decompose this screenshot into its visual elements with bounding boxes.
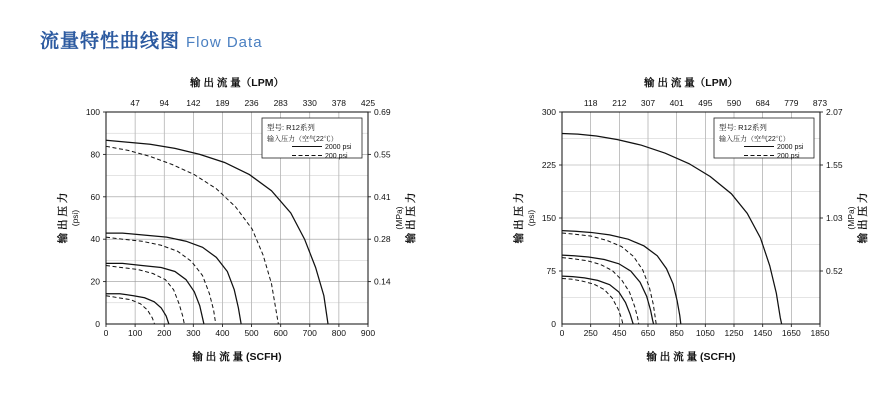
right-axis-title: 输 出 压 力	[405, 192, 417, 244]
top-tick-label: 378	[331, 98, 346, 108]
top-tick-label: 212	[612, 98, 627, 108]
bottom-tick-label: 1850	[810, 328, 830, 338]
bottom-tick-label: 300	[186, 328, 201, 338]
bottom-axis-title: 输 出 流 量 (SCFH)	[192, 351, 282, 363]
right-tick-label: 0.69	[374, 107, 391, 117]
top-tick-label: 94	[159, 98, 169, 108]
top-tick-label: 307	[640, 98, 656, 108]
curve-dashed	[106, 265, 184, 324]
curve-dashed	[106, 237, 216, 324]
left-tick-label: 150	[541, 213, 556, 223]
curve-dashed	[106, 146, 278, 324]
left-tick-label: 300	[541, 107, 556, 117]
top-tick-label: 330	[302, 98, 317, 108]
right-tick-label: 2.07	[826, 107, 843, 117]
left-tick-label: 60	[90, 191, 100, 202]
curve-solid	[562, 276, 633, 324]
top-tick-label: 684	[755, 98, 770, 108]
page-title	[40, 26, 263, 53]
legend-item-label: 2000 psi	[777, 144, 804, 151]
top-tick-label: 590	[726, 98, 742, 108]
curve-dashed	[106, 296, 155, 324]
top-tick-label: 495	[698, 98, 713, 108]
right-tick-label: 0.55	[374, 149, 391, 160]
top-tick-label: 401	[669, 98, 684, 108]
left-tick-label: 80	[90, 149, 100, 160]
top-tick-label: 118	[583, 98, 598, 108]
top-tick-label: 779	[784, 98, 799, 108]
bottom-tick-label: 800	[331, 328, 346, 338]
left-tick-label: 100	[85, 107, 100, 117]
top-tick-label: 189	[215, 98, 230, 108]
right-tick-label: 0.41	[374, 191, 391, 202]
right-tick-label: 0.14	[374, 276, 391, 287]
bottom-tick-label: 850	[669, 328, 684, 338]
left-tick-label: 75	[546, 266, 556, 276]
right-axis-unit: (MPa)	[394, 206, 404, 230]
high-pressure-chart-svg	[490, 70, 885, 380]
left-axis-title: 输 出 压 力	[57, 192, 69, 244]
bottom-tick-label: 700	[302, 328, 317, 338]
top-axis-title: 输 出 流 量（LPM）	[190, 77, 284, 89]
bottom-tick-label: 0	[559, 328, 565, 338]
curve-dashed	[562, 279, 623, 324]
top-axis-title: 输 出 流 量（LPM）	[644, 77, 738, 89]
curve-dashed	[562, 258, 639, 324]
legend-input-label: 输入压力（空气22℃）	[719, 136, 790, 143]
right-axis-unit: (MPa)	[846, 206, 856, 230]
bottom-tick-label: 500	[244, 328, 259, 338]
legend-item-label: 2000 psi	[325, 144, 352, 151]
bottom-tick-label: 250	[583, 328, 598, 338]
bottom-tick-label: 1250	[724, 328, 744, 338]
high-pressure-flow-chart	[490, 70, 885, 380]
bottom-tick-label: 200	[157, 328, 172, 338]
curve-solid	[106, 233, 241, 324]
legend-model-label: 型号: R12系列	[719, 123, 767, 132]
bottom-tick-label: 1050	[695, 328, 715, 338]
curve-solid	[562, 134, 782, 324]
top-tick-label: 47	[130, 98, 140, 108]
left-tick-label: 20	[90, 276, 100, 287]
bottom-tick-label: 100	[128, 328, 143, 338]
right-axis-title: 输 出 压 力	[857, 192, 869, 244]
top-tick-label: 142	[186, 98, 201, 108]
bottom-tick-label: 450	[612, 328, 627, 338]
bottom-tick-label: 600	[273, 328, 288, 338]
legend-input-label: 输入压力（空气22℃）	[267, 136, 338, 143]
bottom-tick-label: 0	[103, 328, 109, 338]
origin-label: 0	[95, 319, 100, 329]
bottom-tick-label: 1450	[753, 328, 773, 338]
top-tick-label: 236	[244, 98, 259, 108]
bottom-tick-label: 1650	[781, 328, 801, 338]
left-axis-title: 输 出 压 力	[513, 192, 525, 244]
bottom-tick-label: 900	[360, 328, 376, 338]
origin-label: 0	[551, 319, 556, 329]
low-pressure-chart-svg	[30, 70, 440, 380]
curve-dashed	[562, 233, 656, 324]
curve-solid	[106, 294, 169, 324]
right-tick-label: 1.55	[826, 160, 843, 170]
left-tick-label: 40	[90, 234, 100, 245]
low-pressure-flow-chart	[30, 70, 440, 380]
top-tick-label: 425	[360, 98, 376, 108]
page-title-zh: 流量特性曲线图	[40, 31, 181, 52]
page-title-en: Flow Data	[186, 34, 263, 51]
legend-item-label: 200 psi	[777, 153, 800, 160]
left-tick-label: 225	[541, 160, 556, 170]
bottom-tick-label: 650	[640, 328, 656, 338]
top-tick-label: 873	[812, 98, 828, 108]
right-tick-label: 1.03	[826, 213, 843, 223]
bottom-axis-title: 输 出 流 量 (SCFH)	[646, 351, 736, 363]
bottom-tick-label: 400	[215, 328, 230, 338]
left-axis-unit: (psi)	[526, 209, 536, 227]
right-tick-label: 0.28	[374, 234, 391, 245]
legend-model-label: 型号: R12系列	[267, 123, 315, 132]
right-tick-label: 0.52	[826, 266, 843, 276]
legend-item-label: 200 psi	[325, 153, 348, 160]
left-axis-unit: (psi)	[70, 209, 80, 227]
top-tick-label: 283	[273, 98, 288, 108]
